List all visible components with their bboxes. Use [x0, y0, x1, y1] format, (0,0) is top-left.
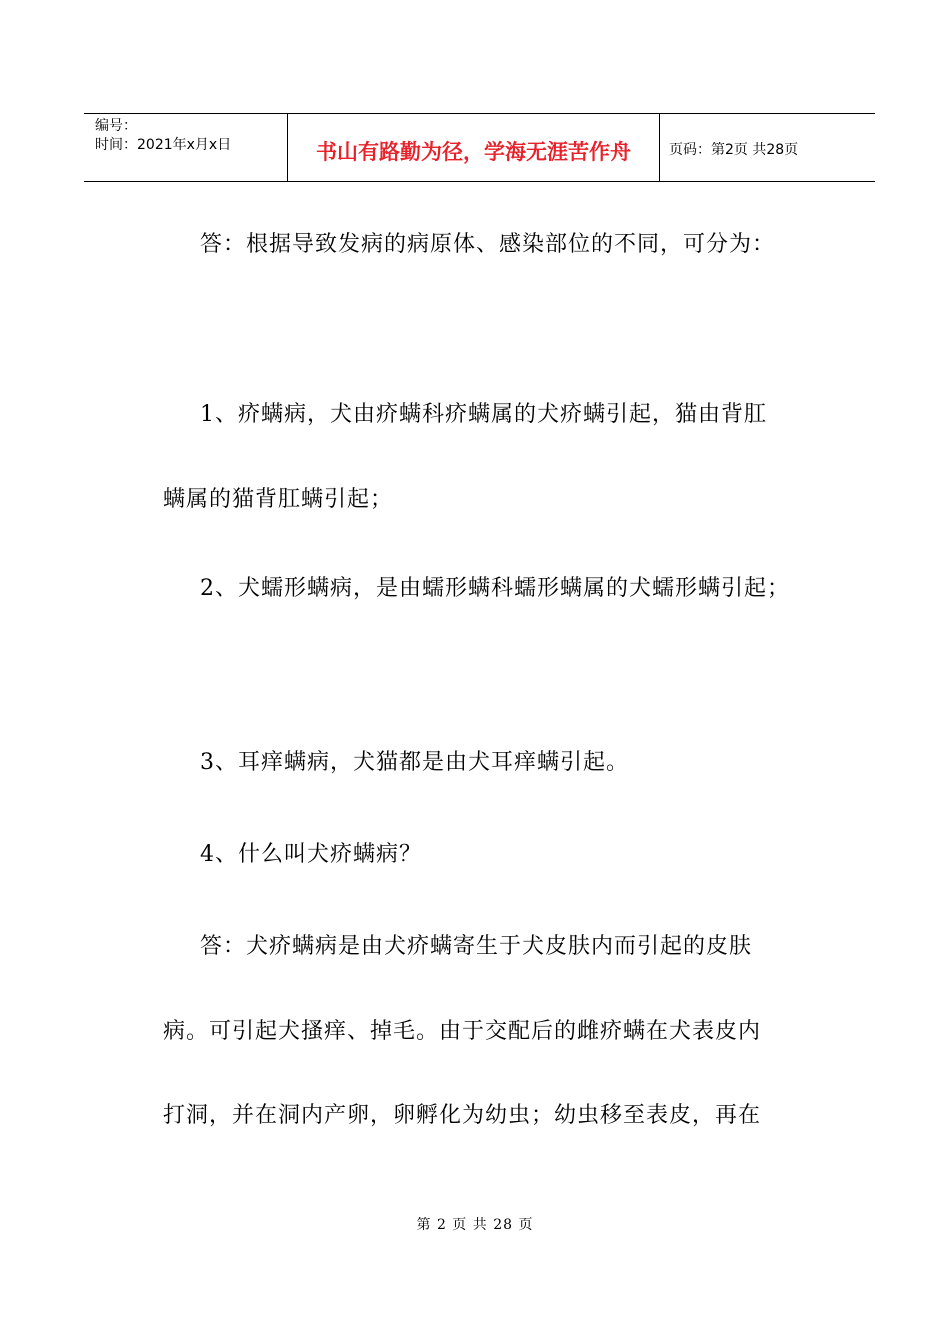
- body-line-3: 螨属的猫背肛螨引起；: [163, 487, 394, 512]
- body-line-1: 答：根据导致发病的病原体、感染部位的不同，可分为：: [200, 232, 776, 257]
- body-line-2: 1、疥螨病，犬由疥螨科疥螨属的犬疥螨引起，猫由背肛: [200, 402, 767, 427]
- header-top-rule: [84, 113, 875, 114]
- header-motto: 书山有路勤为径，学海无涯苦作舟: [316, 140, 631, 164]
- header-bottom-rule: [84, 181, 875, 182]
- header-divider-right: [659, 113, 660, 182]
- body-line-8: 病。可引起犬搔痒、掉毛。由于交配后的雌疥螨在犬表皮内: [163, 1019, 762, 1044]
- header-page-label: 页码：第2页 共28页: [669, 142, 799, 158]
- body-line-9: 打洞，并在洞内产卵，卵孵化为幼虫；幼虫移至表皮，再在: [163, 1103, 762, 1128]
- body-line-6: 4、什么叫犬疥螨病？: [200, 842, 422, 867]
- page-footer: 第 2 页 共 28 页: [416, 1217, 534, 1233]
- header-number-label: 编号：: [95, 118, 137, 134]
- body-line-4: 2、犬蠕形螨病，是由蠕形螨科蠕形螨属的犬蠕形螨引起；: [200, 576, 790, 601]
- body-line-7: 答：犬疥螨病是由犬疥螨寄生于犬皮肤内而引起的皮肤: [200, 934, 753, 959]
- body-line-5: 3、耳痒螨病，犬猫都是由犬耳痒螨引起。: [200, 750, 629, 775]
- header-time-label: 时间：2021年x月x日: [95, 137, 232, 153]
